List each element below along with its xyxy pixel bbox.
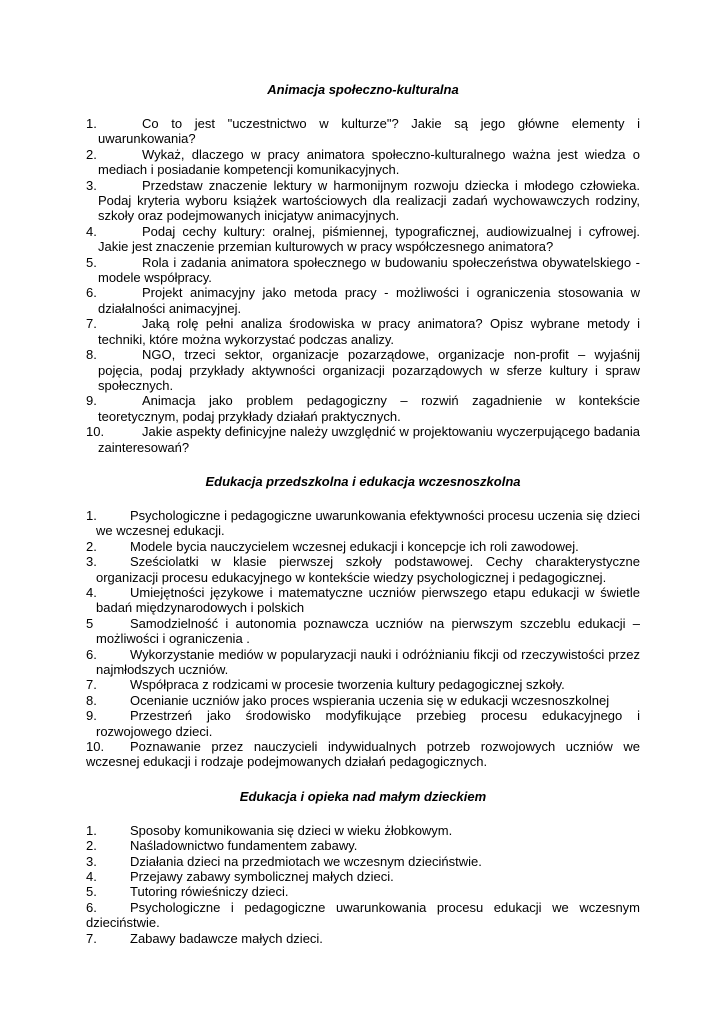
item-text: Psychologiczne i pedagogiczne uwarunkowania procesu edukacji we wczesnym dzieciństwie. [86,899,640,931]
item-text: Poznawanie przez nauczycieli indywidualnych potrzeb rozwojowych uczniów we wczesnej edukacji i rodzaje podejmowanych działań pedagogicznych. [86,739,640,770]
item-text: Sposoby komunikowania się dzieci w wieku żłobkowym. [130,822,453,838]
item-text: Współpraca z rodzicami w procesie tworzenia kultury pedagogicznej szkoły. [130,677,565,693]
list-item [86,424,640,455]
item-number: 7. [86,677,97,693]
section-title: Animacja społeczno-kulturalna [267,82,459,97]
list-item [86,869,640,884]
item-number: 4. [86,584,97,600]
item-number: 10. [86,739,105,755]
item-text: Animacja jako problem pedagogiczny – rozwiń zagadnienie w kontekście teoretycznym, podaj przykłady działań praktycznych. [98,393,640,424]
list-item [86,224,640,255]
list-item [86,316,640,347]
item-number: 1. [86,507,97,523]
item-number: 5 [86,615,94,631]
item-number: 5. [86,254,97,270]
item-text: Jakie aspekty definicyjne należy uwzględnić w projektowaniu wyczerpującego badania zainteresowań? [98,424,640,455]
item-text: Podaj cechy kultury: oralnej, piśmiennej, typograficznej, audiowizualnej i cyfrowej. Jakie jest znaczenie przemian kulturowych w pracy współczesnego animatora? [98,223,640,255]
item-text: Jaką rolę pełni analiza środowiska w pracy animatora? Opisz wybrane metody i techniki, które można wykorzystać podczas analizy. [98,316,640,347]
question-list [86,823,640,946]
item-text: Sześciolatki w klasie pierwszej szkoły podstawowej. Cechy charakterystyczne organizacji procesu edukacyjnego w kontekście wiedzy psychologicznej i pedagogicznej. [96,554,640,585]
item-number: 2. [86,146,97,162]
list-item [86,147,640,178]
item-number: 6. [86,646,97,662]
item-number: 5. [86,884,97,900]
item-number: 6. [86,899,97,915]
item-number: 9. [86,708,97,724]
item-text: Wykaż, dlaczego w pracy animatora społeczno-kulturalnego ważna jest wiedza o mediach i posiadanie kompetencji komunikacyjnych. [98,146,640,178]
section-edukacja-przedszkolna [86,474,640,770]
list-item [86,739,640,770]
list-item [86,647,640,678]
item-text: Przestrzeń jako środowisko modyfikujące przebieg procesu edukacyjnego i rozwojowego dzieci. [96,708,640,739]
item-number: 3. [86,177,97,193]
list-item [86,116,640,147]
item-text: Naśladownictwo fundamentem zabawy. [130,838,358,854]
item-text: Wykorzystanie mediów w popularyzacji nauki i odróżnianiu fikcji od rzeczywistości przez najmłodszych uczniów. [96,646,640,677]
question-list [86,116,640,455]
item-text: Ocenianie uczniów jako proces wspierania uczenia się w edukacji wczesnoszkolnej [130,692,610,708]
list-item [86,854,640,869]
section-opieka-nad-malym-dzieckiem [86,789,640,946]
list-item [86,508,640,539]
item-number: 9. [86,393,97,409]
item-number: 2. [86,538,97,554]
item-text: Przedstaw znaczenie lektury w harmonijnym rozwoju dziecka i młodego człowieka. Podaj kryteria wyboru książek wartościowych dla realizacji zadań wychowawczych rodziny, szkoły oraz podejmowanych inicjatyw animacyjnych. [98,177,640,224]
list-item [86,884,640,899]
item-text: Psychologiczne i pedagogiczne uwarunkowania efektywności procesu uczenia się dzieci we wczesnej edukacji. [96,507,640,539]
list-item [86,285,640,316]
question-list [86,508,640,770]
item-text: Rola i zadania animatora społecznego w budowaniu społeczeństwa obywatelskiego - modele współpracy. [98,254,640,286]
list-item [86,255,640,286]
list-item [86,900,640,931]
list-item [86,178,640,224]
item-text: Co to jest "uczestnictwo w kulturze"? Jakie są jego główne elementy i uwarunkowania? [98,116,640,147]
list-item [86,677,640,692]
section-title: Edukacja i opieka nad małym dzieckiem [239,788,487,804]
list-item [86,708,640,739]
item-number: 3. [86,853,97,869]
list-item [86,585,640,616]
item-number: 6. [86,285,97,301]
item-text: NGO, trzeci sektor, organizacje pozarządowe, organizacje non-profit – wyjaśnij pojęcia, podaj przykłady aktywności organizacji pozarządowych w sferze kultury i spraw społecznych. [98,347,640,393]
item-number: 2. [86,838,97,854]
item-number: 7. [86,930,97,946]
item-text: Modele bycia nauczycielem wczesnej edukacji i koncepcje ich roli zawodowej. [130,538,579,554]
item-number: 3. [86,554,97,570]
list-item [86,838,640,853]
list-item [86,539,640,554]
item-number: 4. [86,223,97,239]
section-animacja [86,82,640,455]
item-number: 1. [86,116,97,131]
list-item [86,554,640,585]
item-number: 10. [86,424,105,440]
item-number: 4. [86,869,97,885]
item-number: 7. [86,316,97,332]
item-text: Projekt animacyjny jako metoda pracy - możliwości i ograniczenia stosowania w działalności animacyjnej. [98,285,640,316]
item-text: Tutoring rówieśniczy dzieci. [130,884,289,900]
item-text: Przejawy zabawy symbolicznej małych dzieci. [130,869,394,885]
item-number: 1. [86,822,97,838]
item-text: Zabawy badawcze małych dzieci. [130,930,323,946]
section-title: Edukacja przedszkolna i edukacja wczesnoszkolna [205,473,521,489]
item-number: 8. [86,692,97,708]
list-item [86,693,640,708]
item-text: Samodzielność i autonomia poznawcza uczniów na pierwszym szczeblu edukacji – możliwości i ograniczenia . [96,615,640,647]
list-item [86,823,640,838]
list-item [86,393,640,424]
item-text: Działania dzieci na przedmiotach we wczesnym dzieciństwie. [130,853,482,869]
list-item [86,347,640,393]
item-number: 8. [86,347,97,363]
list-item [86,616,640,647]
item-text: Umiejętności językowe i matematyczne uczniów pierwszego etapu edukacji w świetle badań międzynarodowych i polskich [96,584,640,616]
list-item [86,931,640,946]
